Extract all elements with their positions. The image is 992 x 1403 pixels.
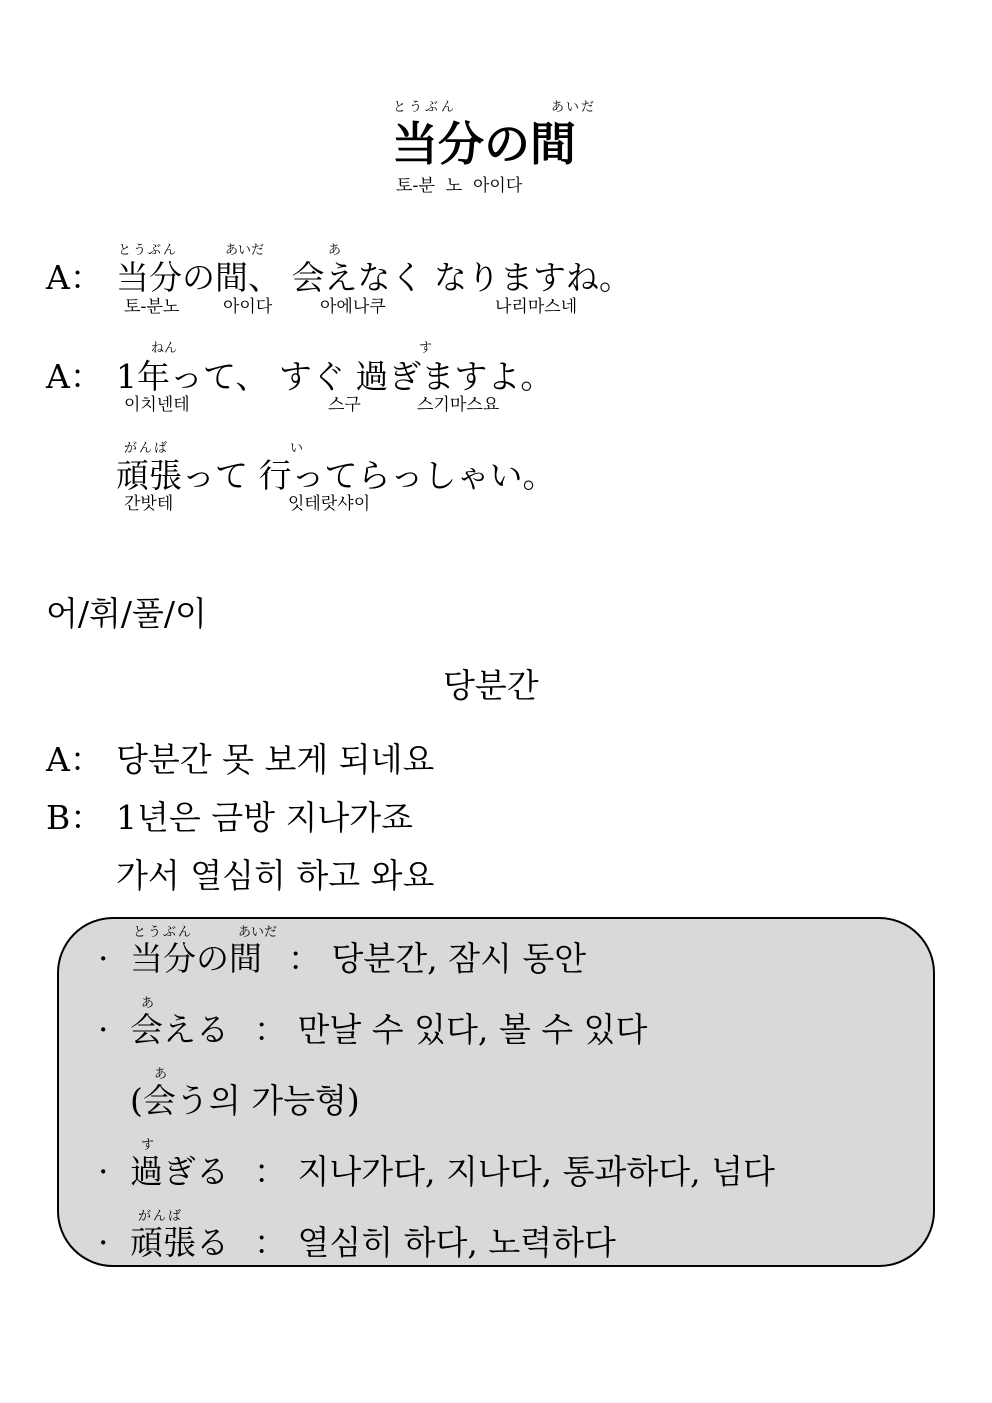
translation-title: 당분간 bbox=[443, 666, 539, 705]
vocab4-furigana-1: す bbox=[141, 1138, 155, 1153]
line1-speaker: A： bbox=[46, 258, 103, 297]
vocab1-meaning: ： 당분간, 잠시 동안 bbox=[288, 939, 587, 978]
line3-furigana-1: がんば bbox=[124, 441, 170, 456]
line2-speaker: A： bbox=[46, 357, 103, 396]
title-furigana-1: とうぶん bbox=[393, 100, 458, 115]
title-korean-reading: 토-분 노 아이다 bbox=[396, 176, 523, 196]
vocab-heading: 어/휘/풀/이 bbox=[46, 594, 207, 633]
vocab4-meaning: ： 지나가다, 지나다, 통과하다, 넘다 bbox=[254, 1152, 775, 1191]
translation-line2-text: 1년은 금방 지나가죠 bbox=[116, 798, 413, 837]
page-title: 当分の間 bbox=[392, 117, 576, 171]
line1-korean-1: 토-분노 bbox=[124, 297, 180, 317]
line1-furigana-3: あ bbox=[328, 243, 342, 258]
line1-korean-2: 아이다 bbox=[223, 297, 273, 317]
line2-furigana-1: ねん bbox=[151, 341, 178, 356]
vocab4-bullet: · bbox=[98, 1152, 109, 1191]
line3-japanese: 頑張って 行ってらっしゃい。 bbox=[116, 456, 556, 495]
line1-furigana-1: とうぶん bbox=[118, 243, 179, 258]
vocab2-bullet: · bbox=[98, 1010, 109, 1049]
vocab3-furigana-1: あ bbox=[154, 1067, 168, 1082]
vocab1-furigana-2: あいだ bbox=[238, 925, 278, 940]
vocab5-meaning: ： 열심히 하다, 노력하다 bbox=[254, 1223, 616, 1262]
translation-line2-speaker: B： bbox=[46, 798, 104, 837]
line2-korean-3: 스기마스요 bbox=[417, 395, 500, 415]
vocab5-bullet: · bbox=[98, 1223, 109, 1262]
vocab3-term: (会う의 가능형) bbox=[130, 1081, 360, 1120]
vocab1-bullet: · bbox=[98, 939, 109, 978]
title-furigana-2: あいだ bbox=[551, 100, 597, 115]
line1-korean-3: 아에나쿠 bbox=[320, 297, 386, 317]
line3-korean-2: 잇테랏샤이 bbox=[288, 494, 371, 514]
line2-japanese: 1年って、 すぐ 過ぎますよ。 bbox=[116, 357, 554, 396]
vocab5-furigana-1: がんば bbox=[138, 1209, 184, 1224]
line1-furigana-2: あいだ bbox=[225, 243, 265, 258]
vocab2-furigana-1: あ bbox=[141, 996, 155, 1011]
line2-furigana-2: す bbox=[419, 341, 433, 356]
translation-line3-text: 가서 열심히 하고 와요 bbox=[116, 856, 435, 895]
vocab2-term: 会える bbox=[130, 1010, 229, 1049]
translation-line1-speaker: A： bbox=[46, 740, 103, 779]
line1-japanese: 当分の間、 会えなく なりますね。 bbox=[116, 258, 632, 297]
vocab1-furigana-1: とうぶん bbox=[133, 925, 194, 940]
line1-korean-4: 나리마스네 bbox=[495, 297, 578, 317]
vocab4-term: 過ぎる bbox=[130, 1152, 229, 1191]
vocab5-term: 頑張る bbox=[130, 1223, 229, 1262]
vocab1-term: 当分の間 bbox=[130, 939, 262, 978]
line2-korean-1: 이치넨테 bbox=[124, 395, 190, 415]
line3-furigana-2: い bbox=[290, 441, 304, 456]
line3-korean-1: 간밧테 bbox=[124, 494, 174, 514]
line2-korean-2: 스구 bbox=[328, 395, 361, 415]
translation-line1-text: 당분간 못 보게 되네요 bbox=[116, 740, 435, 779]
vocab2-meaning: ： 만날 수 있다, 볼 수 있다 bbox=[254, 1010, 648, 1049]
